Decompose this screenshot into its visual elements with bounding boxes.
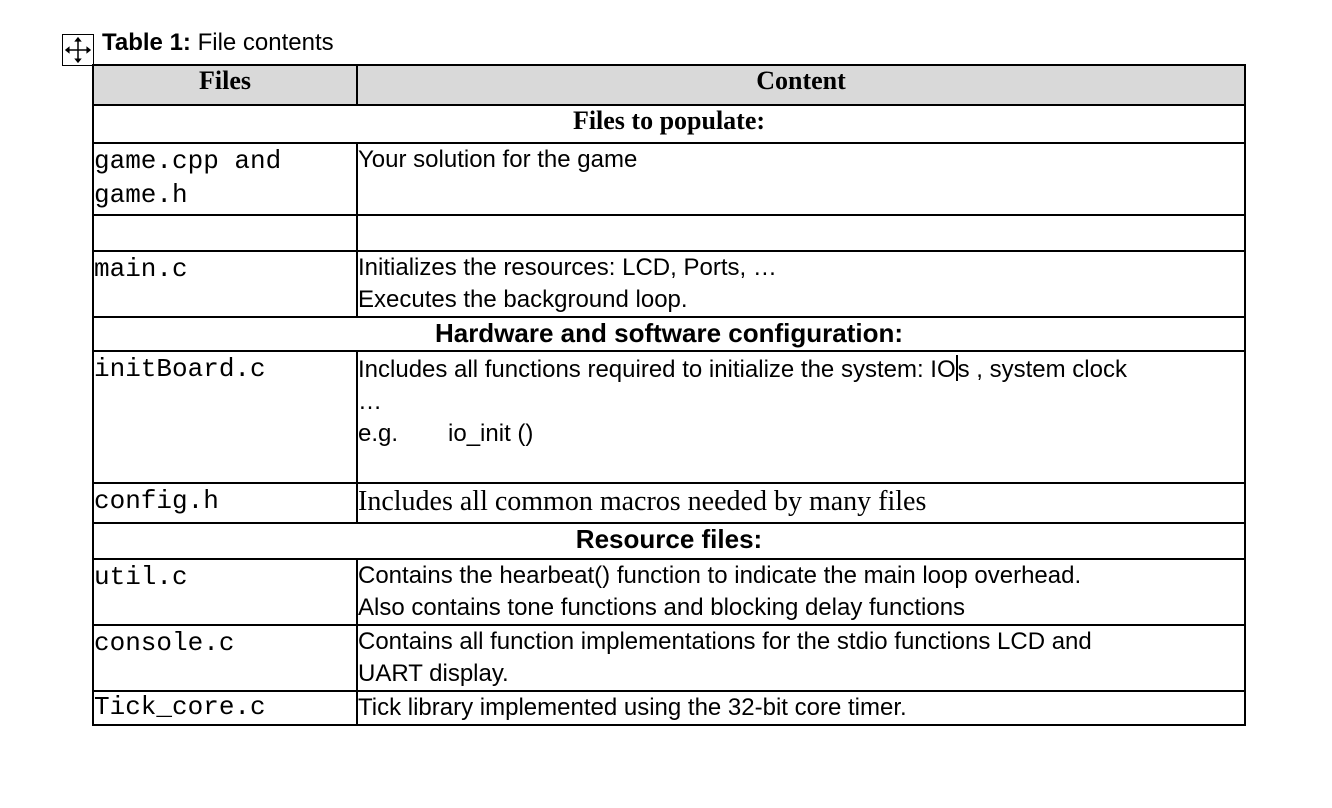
- content-cell: [357, 625, 1245, 691]
- file-cell: [93, 351, 357, 483]
- move-arrows-icon[interactable]: [62, 34, 94, 66]
- caption-label: Table 1:: [102, 29, 191, 56]
- content-text: Also contains tone functions and blocking delay functions: [358, 594, 966, 621]
- section-files-to-populate: Files to populate:: [93, 105, 1245, 143]
- table-row: [93, 351, 1245, 483]
- section-resource-files: Resource files:: [93, 523, 1245, 559]
- content-text: Tick library implemented using the 32-bit core timer.: [358, 694, 907, 721]
- content-cell: [357, 251, 1245, 317]
- table-row: [93, 143, 1245, 215]
- content-cell: [357, 691, 1245, 725]
- section-row: [93, 105, 1245, 143]
- file-name: console.c: [94, 628, 235, 658]
- content-text: [358, 352, 1244, 386]
- table-row: [93, 559, 1245, 625]
- table-caption: [102, 29, 334, 57]
- content-cell: [357, 483, 1245, 523]
- table-row: [93, 215, 1245, 251]
- content-text-part: Includes all functions required to initialize the system: IO: [358, 356, 956, 383]
- file-cell: [93, 215, 357, 251]
- content-text: Includes all common macros needed by many files: [358, 486, 927, 517]
- table-row: [93, 625, 1245, 691]
- content-text: Contains all function implementations for the stdio functions LCD and: [358, 628, 1092, 655]
- file-cell: [93, 143, 357, 215]
- content-text: Initializes the resources: LCD, Ports, …: [358, 254, 777, 281]
- file-name: game.cpp and: [94, 146, 282, 176]
- eg-label: e.g.: [358, 420, 399, 447]
- file-name: util.c: [94, 562, 188, 592]
- content-cell: [357, 559, 1245, 625]
- file-contents-table: [92, 64, 1246, 726]
- content-text: [358, 418, 1244, 450]
- table-row: [93, 483, 1245, 523]
- file-name: Tick_core.c: [94, 692, 266, 722]
- file-cell: [93, 251, 357, 317]
- file-cell: [93, 625, 357, 691]
- file-name: config.h: [94, 486, 219, 516]
- content-text: Contains the hearbeat() function to indicate the main loop overhead.: [358, 562, 1082, 589]
- header-files: Files: [93, 65, 357, 105]
- file-name: main.c: [94, 254, 188, 284]
- section-row: [93, 317, 1245, 351]
- eg-value: io_init (): [448, 420, 534, 447]
- header-content: Content: [357, 65, 1245, 105]
- content-text-part: s , system clock: [957, 356, 1127, 383]
- section-hardware-software: Hardware and software configuration:: [93, 317, 1245, 351]
- content-text: Executes the background loop.: [358, 286, 688, 313]
- content-cell: [357, 215, 1245, 251]
- content-text: UART display.: [358, 660, 509, 687]
- content-text: Your solution for the game: [358, 146, 638, 173]
- caption-text: File contents: [197, 29, 334, 56]
- content-cell: [357, 143, 1245, 215]
- section-row: [93, 523, 1245, 559]
- content-cell: [357, 351, 1245, 483]
- file-cell: [93, 559, 357, 625]
- file-cell: [93, 483, 357, 523]
- table-header-row: [93, 65, 1245, 105]
- table-row: [93, 251, 1245, 317]
- table-row: [93, 691, 1245, 725]
- file-cell: [93, 691, 357, 725]
- file-name: initBoard.c: [94, 354, 266, 384]
- content-text: …: [358, 388, 382, 415]
- file-name: game.h: [94, 180, 188, 210]
